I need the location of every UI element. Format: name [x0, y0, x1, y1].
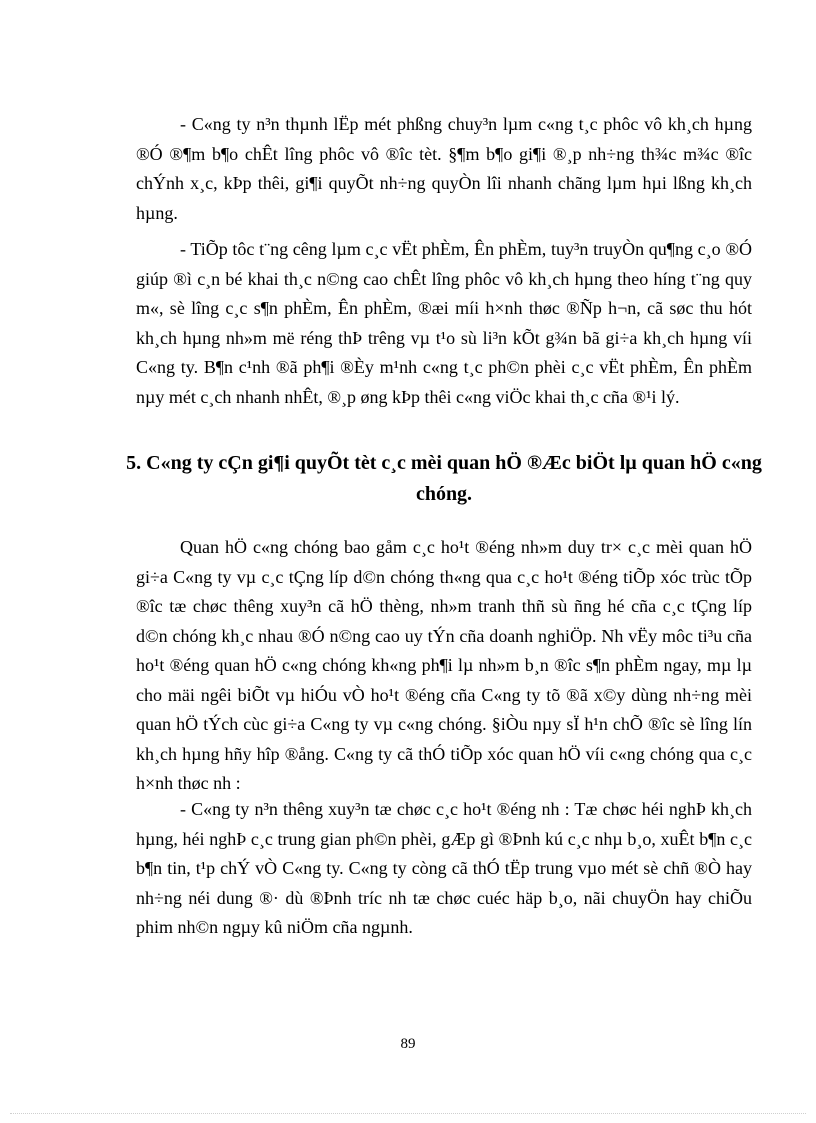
paragraph-public-relations: Quan hÖ c«ng chóng bao gåm c¸c ho¹t ®éng nh»m duy tr× c¸c mèi quan hÖ gi÷a C«ng ty vµ c¸c tÇng líp d©n chóng th«ng qua c¸c ho¹t ®éng tiÕp xóc trùc tÕp ®îc tæ chøc thêng xuy³n cã hÖ thèng, nh»m tranh thñ sù ñng hé cña c¸c tÇng líp d©n chóng kh¸c nhau ®Ó n©ng cao uy tÝn cña doanh nghiÖp. Nh vËy môc ti³u cña ho¹t ®éng quan hÖ c«ng chóng kh«ng ph¶i lµ nh»m b¸n ®îc s¶n phÈm ngay, mµ lµ cho mäi ngêi biÕt vµ hiÓu vÒ ho¹t ®éng cña C«ng ty tõ ®ã x©y dùng nh÷ng mèi quan hÖ tÝch cùc gi÷a C«ng ty vµ c«ng chóng. §iÒu nµy sÏ h¹n chÕ ®îc sè lîng lín kh¸ch hµng hñy hîp ®ång. C«ng ty cã thÓ tiÕp xóc quan hÖ víi c«ng chóng qua c¸c h×nh thøc nh :: [136, 537, 752, 793]
section-heading: 5. C«ng ty cÇn gi¶i quyÕt tèt c¸c mèi quan hÖ ®Æc biÖt lµ quan hÖ c«ng chóng.: [126, 452, 762, 505]
footer-dotted-rule: [10, 1113, 806, 1114]
paragraph-customer-service-department: - C«ng ty n³n thµnh lËp mét phßng chuy³n lµm c«ng t¸c phôc vô kh¸ch hµng ®Ó ®¶m b¶o chÊt lîng phôc vô ®îc tèt. §¶m b¶o gi¶i ®¸p nh÷ng th¾c m¾c ®îc chÝnh x¸c, kÞp thêi, gi¶i quyÕt nh÷ng quyÒn lîi nhanh chãng lµm hµi lßng kh¸ch hµng.: [136, 114, 752, 223]
paragraph-promotional-materials: - TiÕp tôc t¨ng cêng lµm c¸c vËt phÈm, Ên phÈm, tuy³n truyÒn qu¶ng c¸o ®Ó giúp ®ì c¸n bé khai th¸c n©ng cao chÊt lîng phôc vô kh¸ch hµng theo híng t¨ng quy m«, sè lîng c¸c s¶n phÈm, Ên phÈm, ®æi míi h×nh thøc ®Ñp h¬n, cã søc thu hót kh¸ch hµng nh»m më réng thÞ trêng vµ t¹o sù li³n kÕt g¾n bã gi÷a kh¸ch hµng víi C«ng ty. B¶n c¹nh ®ã ph¶i ®Èy m¹nh c«ng t¸c ph©n phèi c¸c vËt phÈm, Ên phÈm nµy mét c¸ch nhanh nhÊt, ®¸p øng kÞp thêi c«ng viÖc khai th¸c cña ®¹i lý.: [136, 239, 752, 407]
paragraph-pr-activities: - C«ng ty n³n thêng xuy³n tæ chøc c¸c ho¹t ®éng nh : Tæ chøc héi nghÞ kh¸ch hµng, héi nghÞ c¸c trung gian ph©n phèi, gÆp gì ®Þnh kú c¸c nhµ b¸o, xuÊt b¶n c¸c b¶n tin, t¹p chÝ vÒ C«ng ty. C«ng ty còng cã thÓ tËp trung vµo mét sè chñ ®Ò hay nh÷ng néi dung ®· dù ®Þnh tríc nh tæ chøc cuéc häp b¸o, nãi chuyÖn hay chiÕu phim nh©n ngµy kû niÖm cña ngµnh.: [136, 799, 752, 937]
page-number: 89: [400, 1036, 416, 1052]
